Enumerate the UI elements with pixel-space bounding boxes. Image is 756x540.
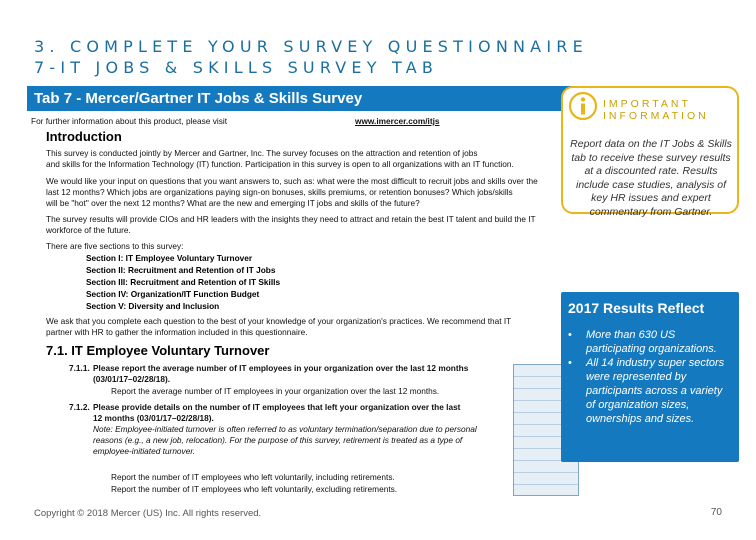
answer-label: Report the number of IT employees who left voluntarily, including retirements. [111, 472, 395, 482]
question-text: (03/01/17–02/28/18). [93, 374, 171, 384]
page-title-line-1: 3. COMPLETE YOUR SURVEY QUESTIONNAIRE [34, 37, 588, 56]
question-note: reasons (e.g., a new job, relocation). For the purpose of this survey, retirement is treated as a type of [93, 435, 463, 445]
survey-document-image [27, 86, 579, 496]
info-line: For further information about this product, please visit [31, 116, 227, 126]
page-title-line-2: 7-IT JOBS & SKILLS SURVEY TAB [34, 58, 439, 77]
intro-line: This survey is conducted jointly by Mercer and Gartner, Inc. The survey focuses on the attraction and retention of jobs [46, 148, 478, 158]
question-text: Please report the average number of IT employees in your organization over the last 12 months [93, 363, 469, 373]
info-title: IMPORTANT INFORMATION [603, 98, 709, 122]
intro-line: and skills for the Information Technology (IT) function. Participation in this survey is open to all organizations with an IT function. [46, 159, 514, 169]
important-information-box [561, 86, 739, 218]
question-number: 7.1.1. [69, 363, 90, 373]
page-title [34, 36, 734, 78]
results-box [561, 292, 739, 462]
section-item: Section II: Recruitment and Retention of IT Jobs [86, 265, 276, 275]
question-text: 12 months (03/01/17–02/28/18). [93, 413, 214, 423]
sections-intro: There are five sections to this survey: [46, 241, 184, 251]
page-number: 70 [710, 507, 722, 518]
answer-label: Report the number of IT employees who left voluntarily, excluding retirements. [111, 484, 398, 494]
intro-line: last 12 months? Which jobs are organizations paying sign-on bonuses, skills premiums, or retention bonuses? Which jobs/skills [46, 187, 513, 197]
bullet-icon: • [568, 357, 572, 369]
question-text: Please provide details on the number of IT employees that left your organization over the last [93, 402, 461, 412]
subsection-heading: 7.1. IT Employee Voluntary Turnover [46, 343, 270, 358]
results-list-item: • More than 630 US participating organizations. [568, 329, 717, 355]
intro-line: The survey results will provide CIOs and HR leaders with the insights they need to attract and retain the best IT talent and build the IT [46, 214, 536, 224]
intro-line: will be "hot" over the next 12 months? What are the new and emerging IT jobs and skills of the future? [46, 198, 420, 208]
question-note: employee-initiated turnover. [93, 446, 196, 456]
section-item: Section III: Recruitment and Retention of IT Skills [86, 277, 281, 287]
footer-copyright: Copyright © 2018 Mercer (US) Inc. All rights reserved. [34, 508, 262, 519]
document-header [27, 86, 579, 111]
answer-label: Report the average number of IT employees in your organization over the last 12 months. [111, 386, 440, 396]
bullet-icon: • [568, 329, 572, 341]
info-body: Report data on the IT Jobs & Skills tab to receive these survey results at a discounted rate. Results include case studies, analysis of key HR issues and expert commentary from Gartner. [570, 138, 732, 218]
document-header-text: Tab 7 - Mercer/Gartner IT Jobs & Skills Survey [34, 90, 363, 107]
question-number: 7.1.2. [69, 402, 90, 412]
intro-heading: Introduction [46, 129, 122, 144]
ask-line: We ask that you complete each question to the best of your knowledge of your organization's practices. We recommend that IT [46, 316, 512, 326]
question-note: Note: Employee-initiated turnover is often referred to as voluntary termination/separation due to personal [93, 424, 477, 434]
section-item: Section V: Diversity and Inclusion [86, 301, 220, 311]
section-item: Section IV: Organization/IT Function Budget [86, 289, 260, 299]
intro-line: workforce of the future. [46, 225, 131, 235]
results-list-item: • All 14 industry super sectors were represented by participants across a variety of organization sizes, ownerships and sizes. [568, 357, 725, 425]
section-item: Section I: IT Employee Voluntary Turnover [86, 253, 253, 263]
survey-link[interactable]: www.imercer.com/itjs [355, 116, 440, 126]
info-icon [568, 91, 598, 121]
results-title: 2017 Results Reflect [568, 300, 705, 316]
results-list [568, 328, 734, 426]
intro-line: We would like your input on questions that you want answers to, such as: what were the most difficult to recruit jobs and skills over the [46, 176, 538, 186]
ask-line: partner with HR to gather the information included in this questionnaire. [46, 327, 308, 337]
